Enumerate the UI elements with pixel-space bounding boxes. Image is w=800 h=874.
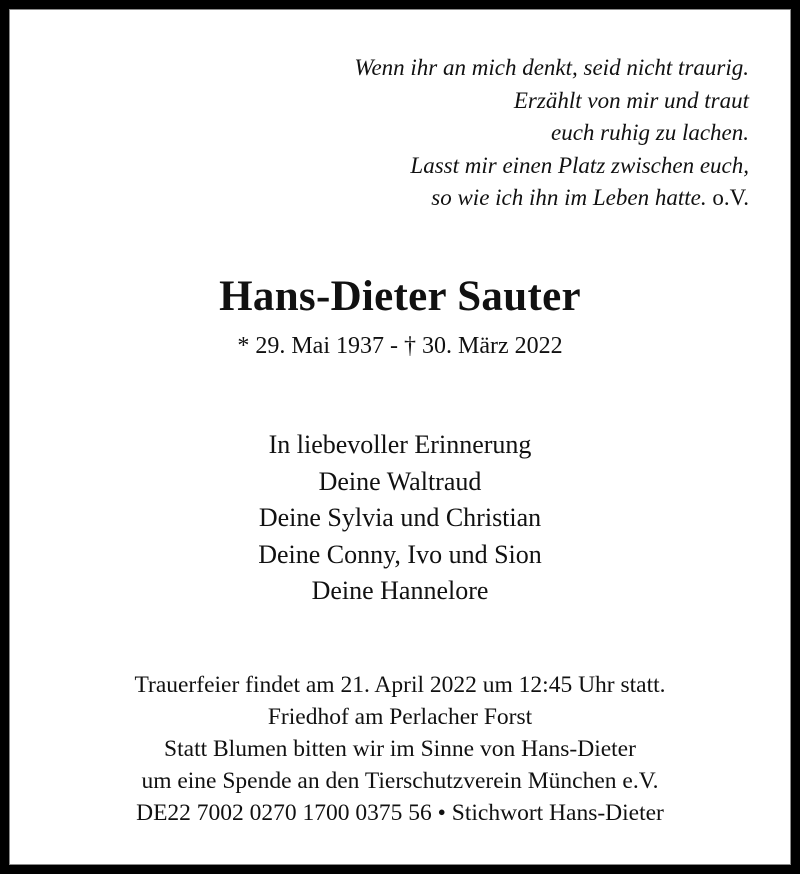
funeral-date-time: Trauerfeier findet am 21. April 2022 um 12:45 Uhr statt. bbox=[134, 672, 666, 698]
poem-line: Erzählt von mir und traut bbox=[513, 87, 749, 113]
mourners-list bbox=[9, 427, 791, 610]
service-details bbox=[9, 669, 791, 829]
memorial-poem bbox=[354, 52, 749, 215]
mourners-heading: In liebevoller Erinnerung bbox=[268, 430, 532, 459]
donation-request: Statt Blumen bitten wir im Sinne von Hans-Dieter bbox=[164, 736, 636, 762]
poem-attribution: o.V. bbox=[712, 185, 749, 210]
obituary-notice bbox=[9, 9, 791, 865]
poem-line: Lasst mir einen Platz zwischen euch, bbox=[410, 152, 749, 178]
deceased-name: Hans-Dieter Sauter bbox=[219, 273, 581, 320]
poem-line: so wie ich ihn im Leben hatte. bbox=[431, 185, 707, 210]
life-dates: * 29. Mai 1937 - † 30. März 2022 bbox=[237, 333, 563, 359]
mourner-name: Deine Hannelore bbox=[311, 576, 489, 605]
poem-line: euch ruhig zu lachen. bbox=[550, 120, 749, 145]
bank-details: DE22 7002 0270 1700 0375 56 • Stichwort Hans-Dieter bbox=[136, 800, 664, 826]
donation-recipient: um eine Spende an den Tierschutzverein München e.V. bbox=[141, 768, 659, 794]
poem-last-line bbox=[354, 182, 749, 215]
poem-line: Wenn ihr an mich denkt, seid nicht traurig. bbox=[354, 55, 749, 80]
mourner-name: Deine Sylvia und Christian bbox=[258, 503, 542, 532]
mourner-name: Deine Conny, Ivo und Sion bbox=[258, 539, 542, 569]
cemetery-location: Friedhof am Perlacher Forst bbox=[267, 704, 533, 730]
mourner-name: Deine Waltraud bbox=[318, 466, 482, 496]
